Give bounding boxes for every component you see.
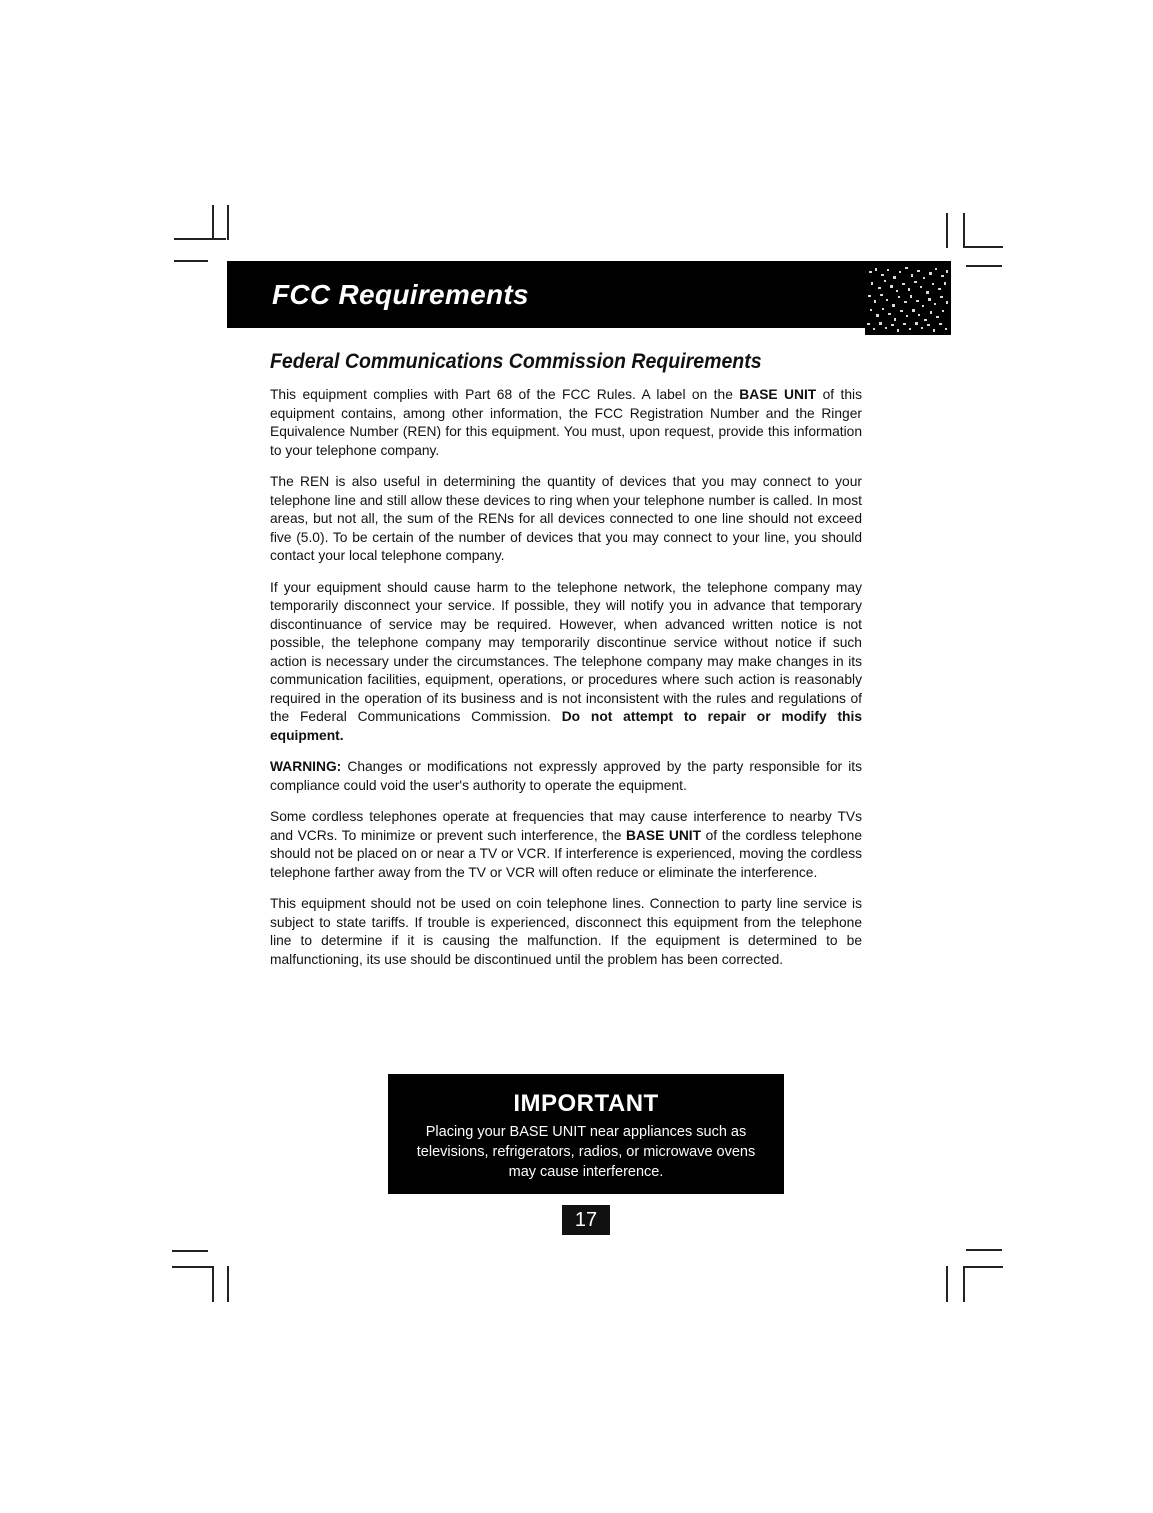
paragraph-network-harm — [270, 579, 862, 746]
crop-mark-top-right-outer — [966, 265, 1002, 267]
paragraph-warning — [270, 758, 862, 795]
crop-mark-bottom-right-outer — [966, 1249, 1002, 1251]
crop-mark-top-left-vertical-1 — [212, 205, 214, 240]
text-span: Changes or modifications not expressly approved by the party responsible for its compliance could void the user's authority to operate the equipment. — [270, 759, 862, 793]
crop-mark-bottom-left-outer — [172, 1250, 208, 1252]
text-span: If your equipment should cause harm to the telephone network, the telephone company may temporarily disconnect your service. If possible, they will notify you in advance that temporary discontinuance of service may be required. However, when advanced written notice is not possible, the telephone company may temporarily discontinue service without notice if such action is necessary under the circumstances. The telephone company may make changes in its communication facilities, equipment, operations, or procedures where such action is reasonably required in the operation of its business and is not inconsistent with the rules and regulations of the Federal Communications Commission. — [270, 579, 862, 724]
halftone-pattern-icon — [865, 265, 951, 335]
crop-mark-bottom-left-horizontal — [172, 1266, 214, 1268]
crop-mark-bottom-right-vertical-1 — [946, 1266, 948, 1302]
text-span: This equipment complies with Part 68 of the FCC Rules. A label on the — [270, 387, 740, 402]
text-span: of the cordless telephone should not be placed on or near a TV or VCR. If interference is experienced, moving the cordless telephone farther away from the TV or VCR will often reduce or eliminate the interference. — [270, 827, 862, 880]
crop-mark-bottom-right-vertical-2 — [963, 1266, 965, 1302]
section-heading: Federal Communications Commission Requirements — [270, 350, 762, 373]
text-span: Some cordless telephones operate at frequencies that may cause interference to nearby TVs and VCRs. To minimize or prevent such interference, the — [270, 809, 862, 843]
header-bar — [227, 261, 951, 328]
crop-mark-top-right-vertical-1 — [946, 213, 948, 248]
crop-mark-top-left-outer — [174, 260, 208, 262]
crop-mark-top-right-vertical-2 — [963, 213, 965, 248]
important-text: Placing your BASE UNIT near appliances such as televisions, refrigerators, radios, or microwave ovens may cause interference. — [416, 1124, 756, 1180]
bold-span: BASE UNIT — [625, 827, 702, 843]
paragraph-coin-lines: This equipment should not be used on coin telephone lines. Connection to party line service is subject to state tariffs. If trouble is experienced, disconnect this equipment from the telephone line to determine if it is causing the malfunction. If the equipment is determined to be malfunctioning, its use should be discontinued until the problem has been corrected. — [270, 896, 862, 967]
body-text — [270, 386, 862, 982]
important-title: IMPORTANT — [513, 1090, 659, 1117]
important-notice-box — [388, 1074, 784, 1194]
page-number: 17 — [562, 1205, 610, 1235]
paragraph-fcc-label — [270, 386, 862, 460]
bold-span: BASE UNIT — [739, 387, 817, 402]
crop-mark-bottom-right-horizontal — [963, 1266, 1003, 1268]
crop-mark-bottom-left-vertical-2 — [227, 1266, 229, 1302]
crop-mark-top-left-horizontal — [174, 238, 226, 240]
crop-mark-top-right-horizontal — [963, 246, 1003, 248]
paragraph-interference — [270, 808, 862, 882]
text-span: of this equipment contains, among other information, the FCC Registration Number and the Ringer Equivalence Number (REN) for this equipment. You must, upon request, provide this information to your telephone company. — [270, 387, 863, 458]
bold-span: Do not attempt to repair or modify this equipment. — [270, 709, 862, 743]
crop-mark-top-left-vertical-2 — [227, 205, 229, 240]
paragraph-ren: The REN is also useful in determining the quantity of devices that you may connect to your telephone line and still allow these devices to ring when your telephone number is called. In most areas, but not all, the sum of the RENs for all devices connected to one line should not exceed five (5.0). To be certain of the number of devices that you may connect to your line, you should contact your local telephone company. — [270, 474, 862, 563]
page-title: FCC Requirements — [272, 279, 529, 310]
crop-mark-bottom-left-vertical-1 — [212, 1266, 214, 1302]
warning-label: WARNING: — [270, 759, 342, 774]
